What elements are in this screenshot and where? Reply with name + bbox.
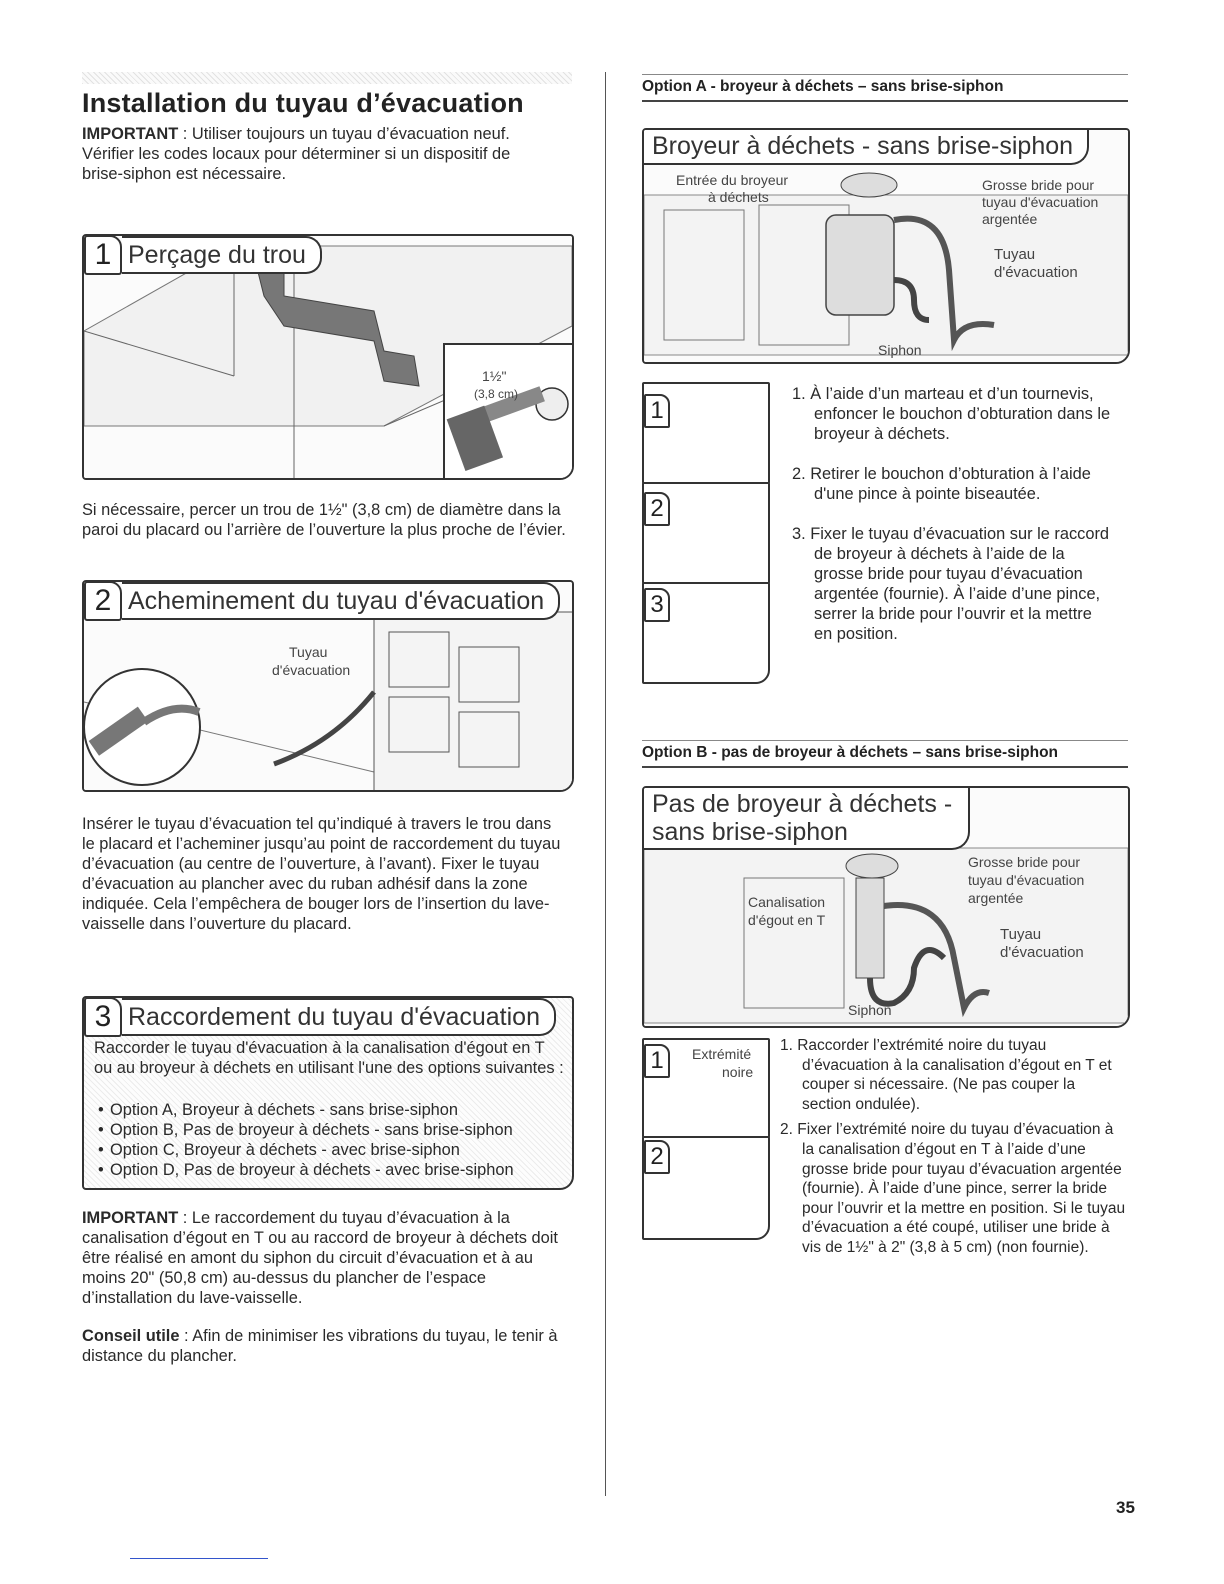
- label-b-pipe-2: d'égout en T: [748, 912, 826, 928]
- option-a-steps: [792, 384, 1112, 644]
- step2-figure: [82, 580, 574, 792]
- option-a-step-3: 3. Fixer le tuyau d’évacuation sur le raccord de broyeur à déchets à l’aide de la grosse bride pour tuyau d’évacuation argentée (fournie). À l’aide d’une pince, serrer la bride pour l’ouvrir et la mettre en position.: [792, 525, 1110, 643]
- step3-box: [82, 996, 574, 1190]
- option-b-steps: [780, 1036, 1126, 1258]
- option-b-step-2: 2. Fixer l’extrémité noire du tuyau d’évacuation à la canalisation d’égout en T à l’aide d’une grosse bride pour tuyau d’évacuation argentée (fournie). À l’aide d’une pince, serrer la bride pour l’ouvrir et la mettre en position. Si le tuyau d’évacuation a été coupé, utiliser une bride à vis de 1½" à 2" (3,8 à 5 cm) (non fournie).: [780, 1121, 1126, 1256]
- tip-text: : Afin de minimiser les vibrations du tuyau, le tenir à distance du plancher.: [82, 1327, 558, 1365]
- option-b-title-line-2: sans brise-siphon: [652, 818, 848, 846]
- label-disposer-inlet-2: à déchets: [708, 189, 769, 205]
- label-b-clamp-1: Grosse bride pour: [968, 854, 1081, 870]
- column-divider: [605, 72, 606, 1496]
- tip-lead: Conseil utile: [82, 1327, 180, 1345]
- step3-text: Raccorder le tuyau d'évacuation à la canalisation d'égout en T ou au broyeur à déchets en utilisant l'une des options suivantes :: [94, 1039, 564, 1077]
- option-a-thumb-1: [642, 382, 770, 484]
- step2-hose-label-2: d'évacuation: [272, 662, 351, 678]
- important-lead: IMPORTANT: [82, 1209, 179, 1227]
- option-b-title: [644, 788, 970, 850]
- label-b-clamp-2: tuyau d'évacuation: [968, 872, 1085, 888]
- intro-lead: IMPORTANT: [82, 125, 179, 143]
- label-b-hose-1: Tuyau: [1000, 926, 1042, 943]
- thumb-a2-number: 2: [644, 492, 670, 526]
- label-hose-2: d'évacuation: [994, 264, 1078, 281]
- step3-header: [84, 998, 556, 1036]
- step3-options: [88, 1100, 568, 1180]
- option-b-figure: [642, 786, 1130, 1028]
- step3-title: Raccordement du tuyau d'évacuation: [122, 998, 556, 1036]
- tip-paragraph: [82, 1326, 576, 1366]
- label-b-siphon: Siphon: [848, 1002, 892, 1018]
- option-b-step-1: 1. Raccorder l’extrémité noire du tuyau d’évacuation à la canalisation d’égout en T et couper si nécessaire. (Ne pas couper la section ondulée).: [780, 1037, 1112, 1113]
- option-a-thumb-2: [642, 482, 770, 584]
- footer-rule: [130, 1558, 268, 1559]
- option-b-thumb-1: [642, 1038, 770, 1138]
- option-b-item: • Option B, Pas de broyeur à déchets - sans brise-siphon: [88, 1120, 568, 1140]
- title-decor-bar: [82, 72, 572, 84]
- option-d-item: • Option D, Pas de broyeur à déchets - avec brise-siphon: [88, 1160, 568, 1180]
- option-b-heading: Option B - pas de broyeur à déchets – sans brise-siphon: [642, 740, 1128, 768]
- important-text: : Le raccordement du tuyau d’évacuation à la canalisation d’égout en T ou au raccord de broyeur à déchets doit être réalisé en amont du siphon du circuit d’évacuation et à au moins 20" (50,8 cm) au-dessus du plancher de l’espace d’installation du lave-vaisselle.: [82, 1209, 558, 1307]
- intro-text: : Utiliser toujours un tuyau d’évacuation neuf. Vérifier les codes locaux pour déterminer si un dispositif de brise-siphon est nécessaire.: [82, 125, 511, 183]
- option-a-figure: [642, 128, 1130, 364]
- option-a-item: • Option A, Broyeur à déchets - sans brise-siphon: [88, 1100, 568, 1120]
- thumb-a3-number: 3: [644, 588, 670, 622]
- step1-text: Si nécessaire, percer un trou de 1½" (3,8 cm) de diamètre dans la paroi du placard ou l’arrière de l’ouverture la plus proche de l’évier.: [82, 501, 566, 539]
- step2-title: Acheminement du tuyau d'évacuation: [122, 582, 560, 620]
- label-disposer-inlet-1: Entrée du broyeur: [676, 172, 789, 188]
- label-clamp-2: tuyau d'évacuation: [982, 194, 1099, 210]
- step1-title: Perçage du trou: [122, 236, 322, 274]
- step1-header: [84, 236, 322, 274]
- page-number: 35: [1116, 1498, 1135, 1517]
- hole-size-label: 1½": [482, 368, 507, 384]
- thumb-b1-number: 1: [644, 1044, 670, 1078]
- thumb-a1-number: 1: [644, 394, 670, 428]
- step3-number: 3: [84, 997, 122, 1037]
- option-a-title: Broyeur à déchets - sans brise-siphon: [644, 130, 1089, 165]
- hole-size-metric: (3,8 cm): [474, 387, 519, 401]
- label-b-pipe-1: Canalisation: [748, 894, 826, 910]
- step1-figure: [82, 234, 574, 480]
- option-a-step-2: 2. Retirer le bouchon d’obturation à l’aide d'une pince à pointe biseautée.: [792, 465, 1091, 503]
- thumb-b2-number: 2: [644, 1140, 670, 1174]
- step1-number: 1: [84, 235, 122, 275]
- step2-header: [84, 582, 560, 620]
- label-b-hose-2: d'évacuation: [1000, 944, 1084, 961]
- thumb-label-black-end-2: noire: [722, 1064, 754, 1080]
- step2-text: Insérer le tuyau d’évacuation tel qu’indiqué à travers le trou dans le placard et l’acheminer jusqu’au point de raccordement du tuyau d’évacuation (au centre de l’ouverture, à l’avant). Fixer le tuyau d’évacuation au plancher avec du ruban adhésif dans la zone indiquée. Cela l’empêchera de bouger lors de l’insertion du lave-vaisselle dans l’ouverture du placard.: [82, 815, 561, 933]
- label-hose-1: Tuyau: [994, 246, 1036, 263]
- step2-number: 2: [84, 581, 122, 621]
- label-clamp-3: argentée: [982, 211, 1038, 227]
- intro-paragraph: [82, 124, 552, 184]
- label-b-clamp-3: argentée: [968, 890, 1024, 906]
- option-a-heading: Option A - broyeur à déchets – sans brise-siphon: [642, 74, 1128, 102]
- step2-hose-label-1: Tuyau: [289, 644, 328, 660]
- option-a-step-1: 1. À l’aide d’un marteau et d’un tournevis, enfoncer le bouchon d’obturation dans le broyeur à déchets.: [792, 385, 1111, 443]
- option-b-thumb-2: [642, 1136, 770, 1240]
- label-clamp-1: Grosse bride pour: [982, 177, 1095, 193]
- option-a-thumb-3: [642, 582, 770, 684]
- option-c-item: • Option C, Broyeur à déchets - avec brise-siphon: [88, 1140, 568, 1160]
- page-title: Installation du tuyau d’évacuation: [82, 88, 524, 118]
- thumb-label-black-end-1: Extrémité: [692, 1046, 752, 1062]
- label-siphon: Siphon: [878, 342, 922, 358]
- option-b-title-line-1: Pas de broyeur à déchets -: [652, 790, 953, 818]
- important-paragraph: [82, 1208, 576, 1308]
